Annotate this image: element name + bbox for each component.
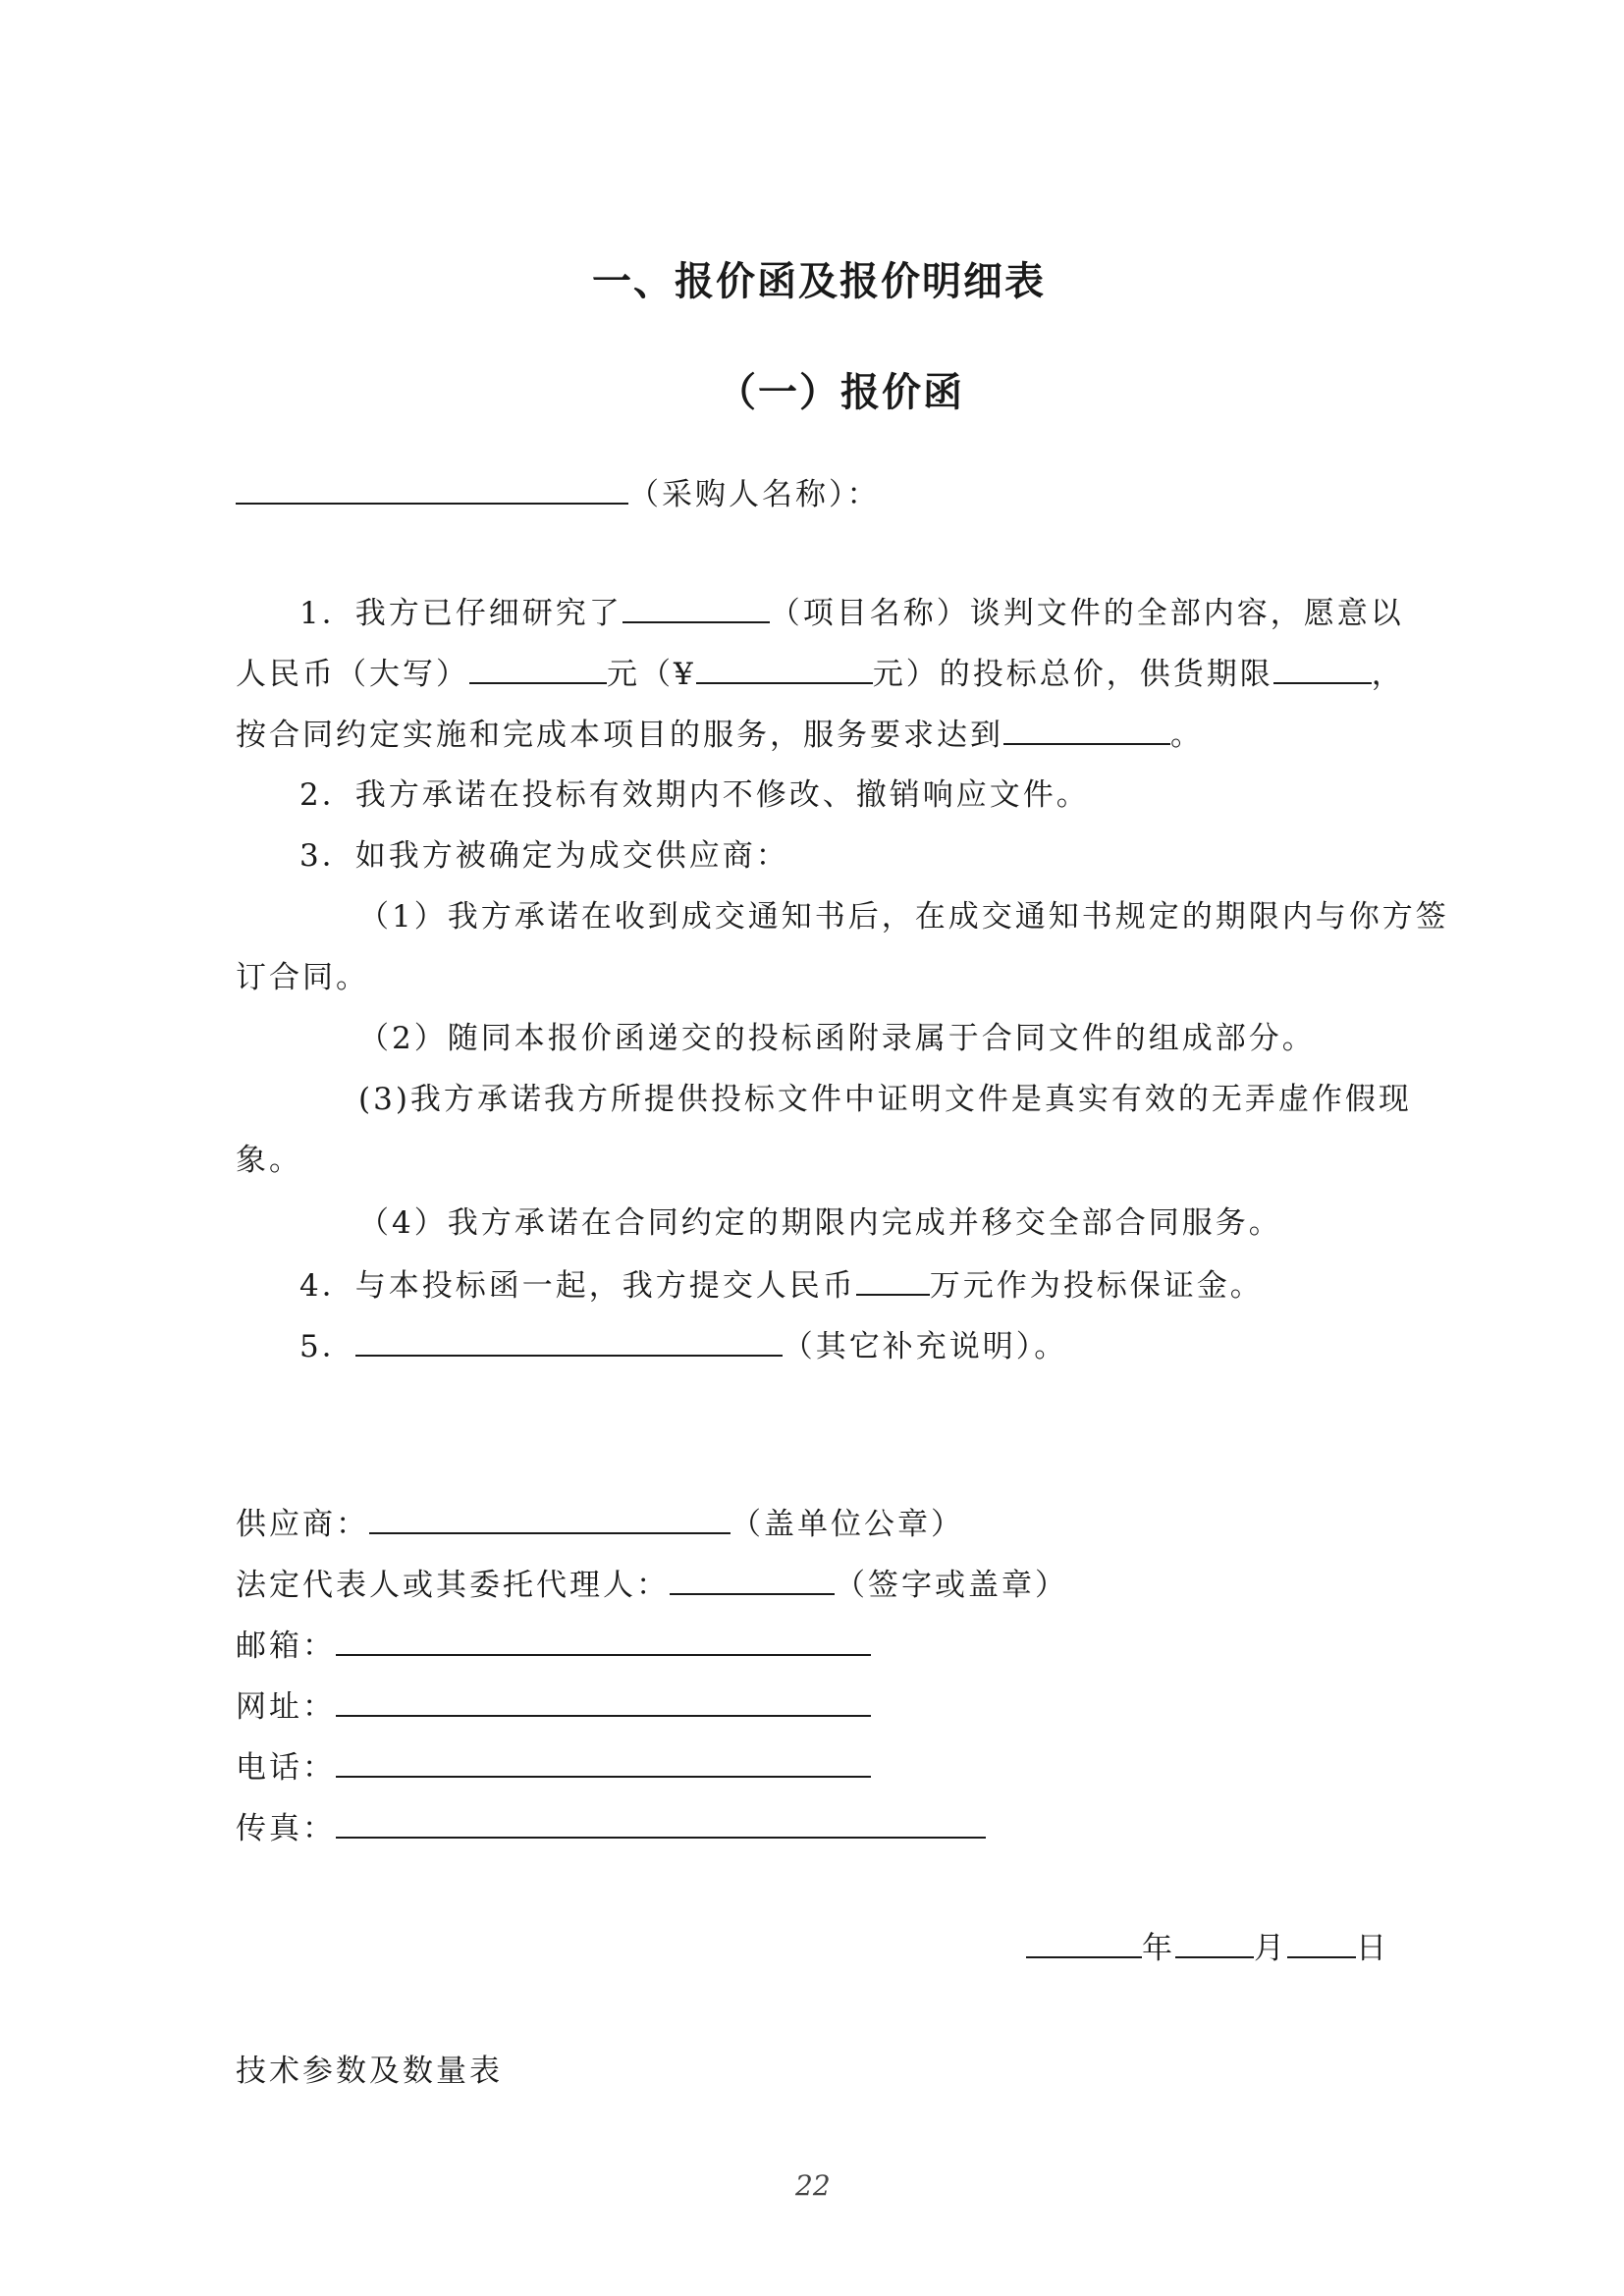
purchaser-name-blank[interactable] <box>236 473 628 505</box>
website-label: 网址： <box>236 1689 336 1725</box>
item5-text: 5． <box>299 1329 355 1364</box>
item3-2: （2）随同本报价函递交的投标函附录属于合同文件的组成部分。 <box>358 1021 1316 1056</box>
item4-text: 4．与本投标函一起，我方提交人民币 <box>299 1268 856 1304</box>
year-blank[interactable] <box>1026 1927 1142 1958</box>
project-name-blank[interactable] <box>623 592 770 623</box>
item3: 3．如我方被确定为成交供应商： <box>299 838 789 874</box>
supplier-label: 供应商： <box>236 1507 369 1542</box>
amount-words-blank[interactable] <box>469 653 607 684</box>
email-blank[interactable] <box>336 1625 871 1656</box>
month-blank[interactable] <box>1175 1927 1254 1958</box>
bid-bond-blank[interactable] <box>856 1264 930 1296</box>
supplier-note: （盖单位公章） <box>731 1507 964 1542</box>
website-blank[interactable] <box>336 1685 871 1717</box>
item4 <box>299 1264 1264 1306</box>
fax-blank[interactable] <box>336 1807 986 1839</box>
item1-line2 <box>236 653 1405 694</box>
addressee-suffix: （采购人名称）： <box>628 477 881 512</box>
page-title: 一、报价函及报价明细表 <box>592 259 1046 304</box>
item1-text: 1．我方已仔细研究了 <box>299 596 623 631</box>
representative-line <box>236 1564 1068 1605</box>
phone-line <box>236 1746 871 1788</box>
item1-line1 <box>299 592 1404 633</box>
section-subtitle: （一）报价函 <box>717 370 964 415</box>
item1-text: 元）的投标总价，供货期限 <box>872 657 1273 692</box>
item1-line3 <box>236 714 1204 755</box>
representative-blank[interactable] <box>670 1564 835 1595</box>
email-label: 邮箱： <box>236 1629 336 1664</box>
addressee-line <box>236 473 881 514</box>
delivery-period-blank[interactable] <box>1273 653 1372 684</box>
representative-label: 法定代表人或其委托代理人： <box>236 1568 670 1603</box>
service-standard-blank[interactable] <box>1003 714 1170 745</box>
item3-3-line2: 象。 <box>236 1143 302 1178</box>
date-line <box>1026 1927 1389 1968</box>
representative-note: （签字或盖章） <box>835 1568 1068 1603</box>
item3-1-line1: （1）我方承诺在收到成交通知书后，在成交通知书规定的期限内与你方签 <box>358 899 1449 934</box>
supplementary-blank[interactable] <box>355 1325 783 1357</box>
amount-figures-blank[interactable] <box>696 653 873 684</box>
item5-text: （其它补充说明）。 <box>782 1329 1068 1364</box>
item1-text: 。 <box>1170 718 1204 753</box>
item3-4: （4）我方承诺在合同约定的期限内完成并移交全部合同服务。 <box>358 1205 1282 1241</box>
item1-text: 人民币（大写） <box>236 657 469 692</box>
email-line <box>236 1625 871 1666</box>
item3-1-line2: 订合同。 <box>236 960 369 995</box>
phone-label: 电话： <box>236 1750 336 1786</box>
item1-text: （项目名称）谈判文件的全部内容，愿意以 <box>769 596 1404 631</box>
fax-label: 传真： <box>236 1811 336 1846</box>
item4-text: 万元作为投标保证金。 <box>929 1268 1264 1304</box>
item1-text: 按合同约定实施和完成本项目的服务，服务要求达到 <box>236 718 1003 753</box>
website-line <box>236 1685 871 1727</box>
item5 <box>299 1325 1067 1366</box>
supplier-blank[interactable] <box>369 1503 731 1534</box>
phone-blank[interactable] <box>336 1746 871 1778</box>
month-label: 月 <box>1254 1931 1287 1966</box>
item2: 2．我方承诺在投标有效期内不修改、撤销响应文件。 <box>299 777 1090 813</box>
item1-text: 元（¥ <box>607 657 696 692</box>
item3-3-line1: (3)我方承诺我方所提供投标文件中证明文件是真实有效的无弄虚作假现 <box>358 1082 1412 1117</box>
fax-line <box>236 1807 986 1848</box>
year-label: 年 <box>1142 1931 1175 1966</box>
appendix-heading: 技术参数及数量表 <box>236 2054 503 2089</box>
day-blank[interactable] <box>1287 1927 1356 1958</box>
item1-text: ， <box>1371 657 1405 692</box>
page-number: 22 <box>795 2169 831 2202</box>
day-label: 日 <box>1356 1931 1389 1966</box>
supplier-line <box>236 1503 964 1544</box>
